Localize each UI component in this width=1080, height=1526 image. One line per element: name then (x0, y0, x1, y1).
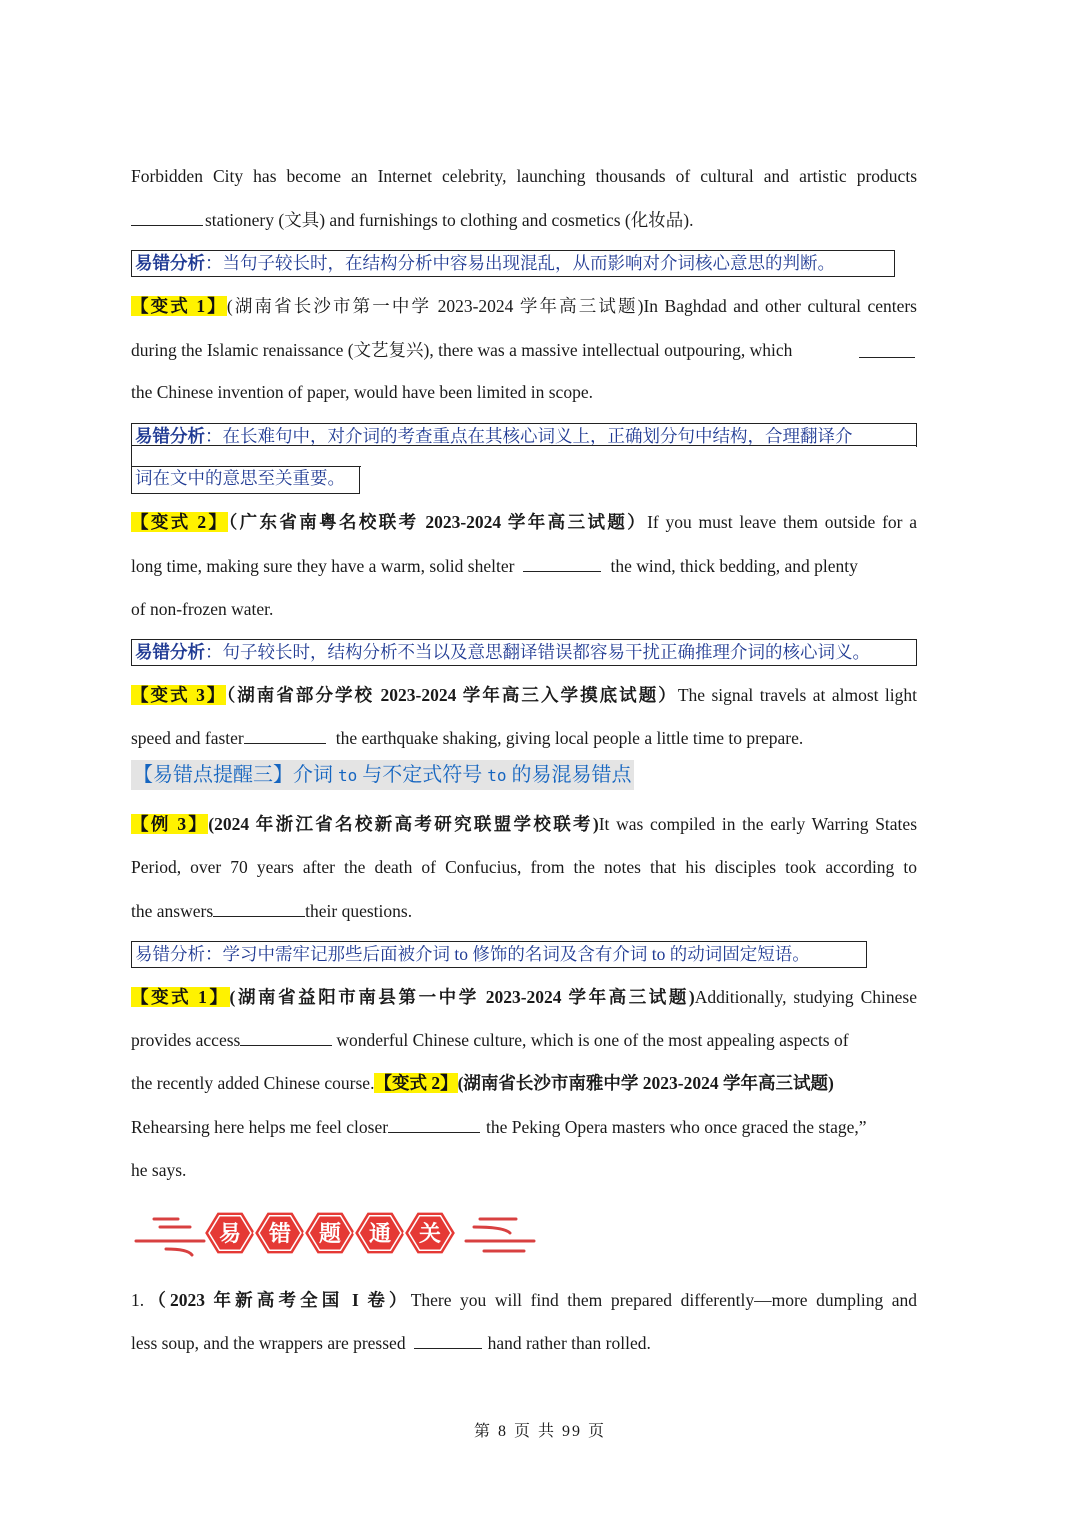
banner-char: 题 (318, 1222, 342, 1247)
paragraph-line (131, 208, 917, 232)
question-line (131, 683, 917, 707)
line-text: the wind, thick bedding, and plenty (610, 556, 858, 576)
line-text: The signal travels at almost light (677, 685, 918, 705)
answer-blank[interactable] (523, 556, 601, 572)
line-text: stationery (文具) and furnishings to clothing and cosmetics (化妆品). (205, 210, 694, 230)
banner-char: 易 (218, 1222, 242, 1247)
banner-char: 错 (268, 1222, 292, 1247)
question-line (131, 1071, 917, 1095)
heading-text: 与不定式符号 (357, 764, 488, 786)
banner-char: 关 (418, 1222, 442, 1247)
question-line (131, 554, 917, 578)
page-footer: 第 8 页 共 99 页 (473, 1423, 606, 1440)
variant-tag: 【变式 1】 (131, 987, 230, 1007)
divider (359, 466, 360, 494)
heading-keyword: to (487, 766, 507, 785)
question-line (131, 985, 917, 1009)
question-source: （湖南省部分学校 2023-2024 学年高三入学摸底试题） (226, 685, 678, 705)
variant-tag: 【变式 1】 (131, 296, 227, 316)
banner-char: 通 (368, 1222, 392, 1247)
answer-blank[interactable] (388, 1117, 480, 1133)
analysis-text: 词在文中的意思至关重要。 (135, 468, 345, 488)
section-banner (134, 1205, 536, 1261)
question-line (131, 510, 917, 534)
line-text: the earthquake shaking, giving local people a little time to prepare. (335, 728, 804, 748)
variant-tag: 【变式 2】 (131, 512, 229, 532)
line-text: If you must leave them outside for a (647, 512, 918, 532)
line-text: their questions. (305, 901, 413, 921)
answer-blank[interactable] (414, 1333, 482, 1349)
question-source: （广东省南粤名校联考 2023-2024 学年高三试题） (228, 512, 648, 532)
question-line (131, 726, 917, 750)
answer-blank[interactable] (859, 342, 915, 358)
box-gap (131, 447, 917, 467)
question-source: (湖南省长沙市南雅中学 2023-2024 学年高三试题) (457, 1073, 834, 1093)
analysis-text: ：学习中需牢记那些后面被介词 to 修饰的名词及含有介词 to 的动词固定短语。 (205, 944, 810, 964)
line-text: the answers (131, 901, 214, 921)
question-source: (湖南省长沙市第一中学 2023-2024 学年高三试题) (226, 296, 644, 316)
line-text: the Peking Opera masters who once graced the stage,” (486, 1117, 867, 1137)
analysis-text: ：当句子较长时，在结构分析中容易出现混乱，从而影响对介词核心意思的判断。 (205, 253, 835, 273)
line-text: Rehearsing here helps me feel closer (131, 1117, 389, 1137)
question-line (131, 1115, 917, 1139)
variant-tag: 【变式 3】 (131, 685, 227, 705)
heading-text: 【易错点提醒三】介词 (133, 764, 338, 786)
divider (131, 445, 132, 467)
paragraph-line: Forbidden City has become an Internet celebrity, launching thousands of cultural and artistic products (131, 166, 917, 186)
question-line (131, 294, 917, 318)
question-line: he says. (131, 1160, 187, 1180)
question-line (131, 1288, 917, 1312)
section-heading (131, 760, 634, 790)
answer-blank[interactable] (240, 1030, 332, 1046)
error-analysis-box (131, 250, 895, 277)
question-line: the Chinese invention of paper, would have been limited in scope. (131, 382, 593, 402)
question-line (131, 899, 917, 923)
question-source: (2024 年浙江省名校新高考研究联盟学校联考) (208, 814, 599, 834)
error-analysis-box (131, 941, 867, 968)
question-line (131, 1331, 917, 1355)
line-text: wonderful Chinese culture, which is one of the most appealing aspects of (336, 1030, 849, 1050)
divider (131, 466, 361, 467)
question-line: of non-frozen water. (131, 599, 274, 619)
error-analysis-box (131, 639, 917, 666)
line-text: the recently added Chinese course. (131, 1073, 375, 1093)
question-line (131, 1028, 917, 1052)
example-tag: 【例 3】 (131, 814, 209, 834)
divider (131, 445, 917, 446)
analysis-text: ：句子较长时，结构分析不当以及意思翻译错误都容易干扰正确推理介词的核心词义。 (205, 642, 870, 662)
question-source: （2023 年新高考全国 I 卷） (144, 1290, 411, 1310)
line-text: provides access (131, 1030, 241, 1050)
variant-tag: 【变式 2】 (374, 1073, 458, 1093)
heading-keyword: to (338, 766, 358, 785)
analysis-label: 易错分析 (135, 642, 205, 662)
question-line (131, 338, 917, 362)
question-number: 1. (131, 1290, 145, 1310)
question-line: Period, over 70 years after the death of Confucius, from the notes that his disciples took according to (131, 857, 917, 877)
analysis-label: 易错分析 (135, 426, 205, 446)
analysis-label: 易错分析 (135, 944, 205, 964)
answer-blank[interactable] (244, 728, 326, 744)
left-swirl-decoration (136, 1219, 204, 1255)
analysis-label: 易错分析 (135, 253, 205, 273)
box-mask (360, 492, 920, 496)
line-text: during the Islamic renaissance (文艺复兴), there was a massive intellectual outpouring, which (131, 340, 793, 360)
line-text: In Baghdad and other cultural centers (643, 296, 917, 316)
answer-blank[interactable] (131, 210, 203, 226)
line-text: less soup, and the wrappers are pressed (131, 1333, 406, 1353)
line-text: hand rather than rolled. (487, 1333, 651, 1353)
line-text: long time, making sure they have a warm, solid shelter (131, 556, 515, 576)
line-text: It was compiled in the early Warring States (598, 814, 917, 834)
line-text: There you will find them prepared differently—more dumpling and (410, 1290, 918, 1310)
answer-blank[interactable] (213, 901, 305, 917)
analysis-text: ：在长难句中，对介词的考查重点在其核心词义上，正确划分句中结构，合理翻译介 (205, 426, 853, 446)
line-text: Additionally, studying Chinese (694, 987, 918, 1007)
question-source: (湖南省益阳市南县第一中学 2023-2024 学年高三试题) (229, 987, 695, 1007)
question-line (131, 812, 917, 836)
line-text: speed and faster (131, 728, 244, 748)
heading-text: 的易混易错点 (506, 764, 632, 786)
right-swirl-decoration (466, 1219, 534, 1251)
